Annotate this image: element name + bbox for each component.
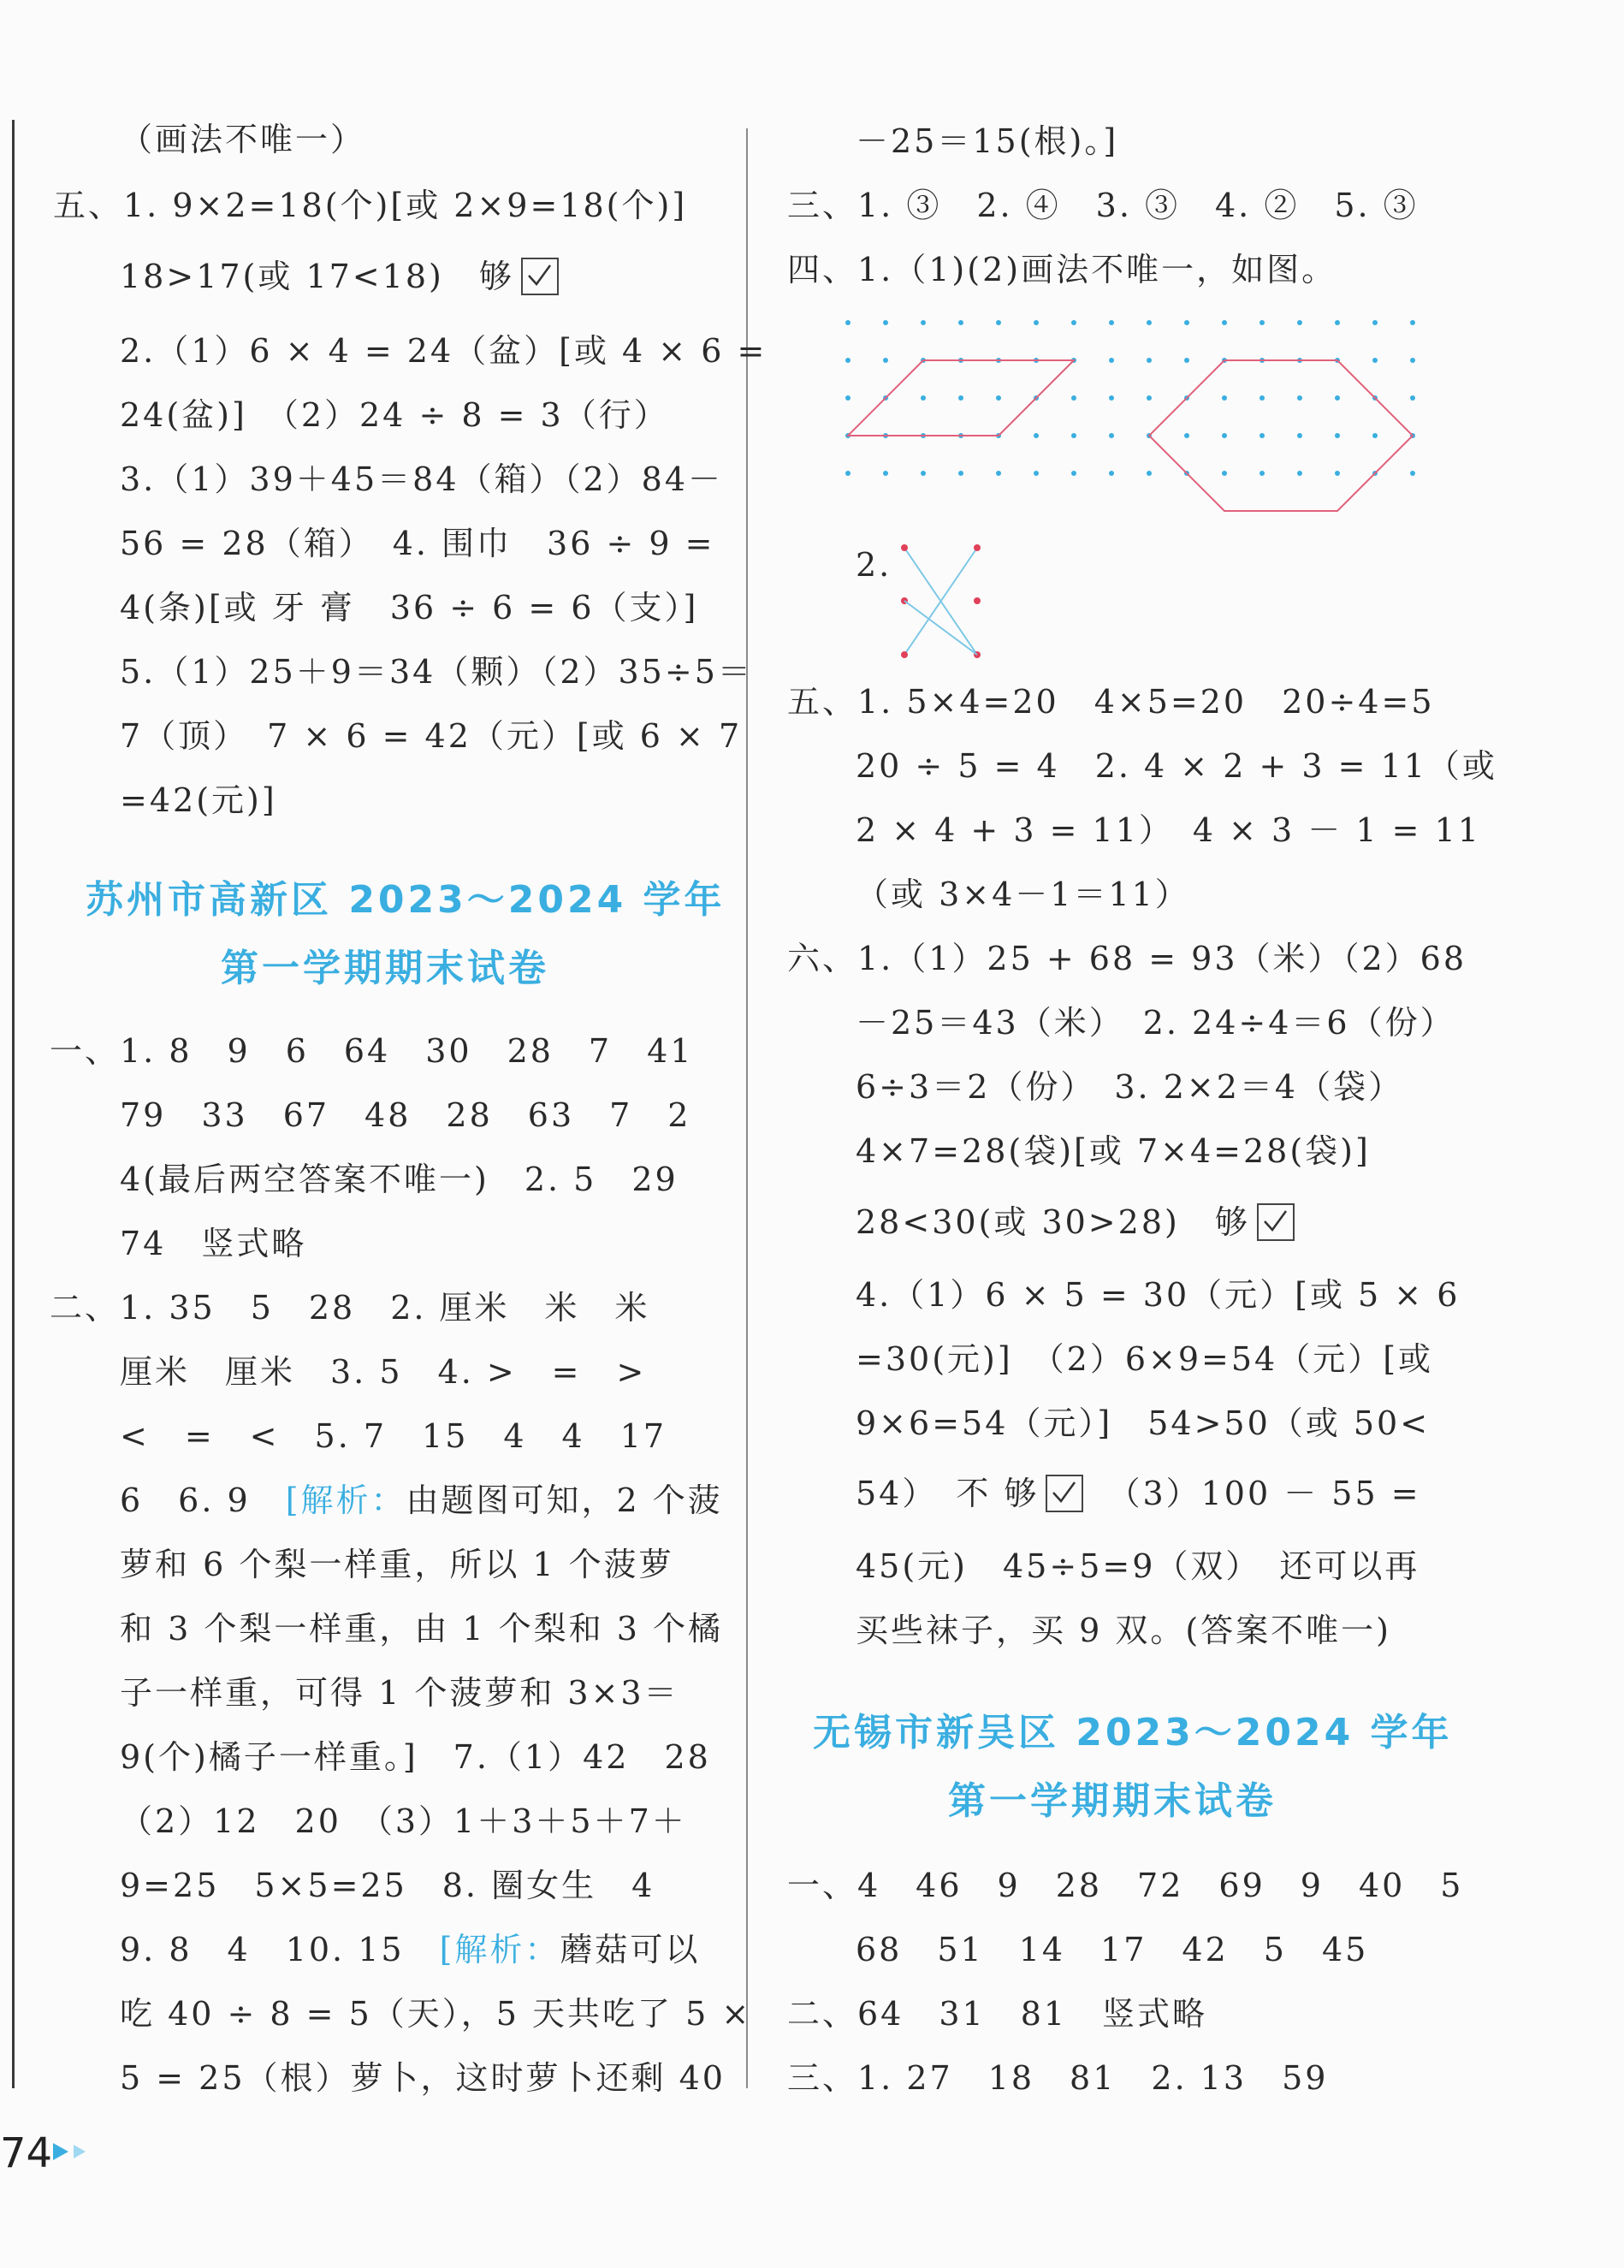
- text-line: 二、64 31 81 竖式略: [787, 1995, 1208, 2033]
- text-line: －25＝15(根)。]: [856, 122, 1119, 160]
- grid-dot: [1410, 358, 1415, 363]
- grid-dot: [1297, 320, 1302, 325]
- text-span: 54） 不 够: [856, 1475, 1040, 1512]
- grid-dot: [958, 395, 963, 401]
- grid-dot: [921, 320, 926, 325]
- analysis-label: [解析：: [285, 1481, 406, 1519]
- grid-dot: [1071, 395, 1076, 401]
- grid-dot: [1222, 433, 1227, 438]
- text-line: 4(最后两空答案不唯一) 2. 5 29: [120, 1161, 679, 1198]
- text-line: 一、4 46 9 28 72 69 9 40 5: [787, 1867, 1464, 1904]
- text-line: 三、1. ③ 2. ④ 3. ③ 4. ② 5. ③: [787, 187, 1419, 224]
- section-heading-wuxi: 无锡市新吴区 2023～2024 学年: [813, 1711, 1453, 1754]
- text-line: 4(条)[或 牙 膏 36 ÷ 6 = 6（支）]: [120, 589, 699, 626]
- grid-dot: [1147, 358, 1152, 363]
- text-span: 18>17(或 17<18) 够: [120, 258, 514, 295]
- text-line: 5 = 25（根）萝卜，这时萝卜还剩 40: [120, 2059, 726, 2097]
- text-line: 买些袜子，买 9 双。(答案不唯一): [856, 1612, 1391, 1649]
- text-line: 9=25 5×5=25 8. 圈女生 4: [120, 1867, 655, 1904]
- text-line: 68 51 14 17 42 5 45: [856, 1931, 1369, 1968]
- text-line: 74 竖式略: [120, 1225, 307, 1262]
- grid-dot: [1109, 395, 1114, 401]
- crossing-lines-figure: [898, 543, 993, 663]
- grid-dot: [958, 320, 963, 325]
- text-span: 9. 8 4 10. 15: [120, 1931, 440, 1968]
- grid-dot: [1372, 358, 1378, 363]
- grid-dot: [996, 395, 1001, 401]
- grid-dot: [845, 471, 851, 476]
- grid-dot: [1147, 471, 1152, 476]
- text-line: 3.（1）39＋45＝84（箱）（2）84－: [120, 460, 724, 498]
- text-line: [856, 1472, 1421, 1516]
- text-line: 五、1. 5×4=20 4×5=20 20÷4=5: [787, 683, 1435, 721]
- dot-grid-figure: [843, 312, 1420, 522]
- text-line: [120, 255, 559, 299]
- grid-dot: [1222, 395, 1227, 401]
- text-line: 5.（1）25＋9＝34（颗）（2）35÷5＝: [120, 653, 753, 691]
- grid-dot: [921, 471, 926, 476]
- text-line: 79 33 67 48 28 63 7 2: [120, 1096, 691, 1134]
- grid-dot: [1297, 395, 1302, 401]
- text-line: 六、1.（1）25 + 68 = 93（米）（2）68: [787, 940, 1467, 977]
- text-line: 9(个)橘子一样重。] 7.（1）42 28: [120, 1738, 711, 1776]
- text-line: 子一样重，可得 1 个菠萝和 3×3＝: [120, 1674, 679, 1712]
- section-subheading-suzhou: 第一学期期末试卷: [221, 947, 549, 990]
- text-line: 三、1. 27 18 81 2. 13 59: [787, 2059, 1329, 2097]
- text-line: 五、1. 9×2=18(个)[或 2×9=18(个)]: [53, 187, 688, 224]
- text-line: （2）12 20 （3）1＋3＋5＋7＋: [120, 1802, 687, 1840]
- dot-marker: [901, 544, 908, 551]
- grid-dot: [1071, 433, 1076, 438]
- text-line: [120, 1479, 723, 1522]
- check-box-icon: [521, 258, 559, 295]
- text-line: 一、1. 8 9 6 64 30 28 7 41: [50, 1032, 694, 1070]
- grid-dot: [1222, 320, 1227, 325]
- grid-dot: [921, 395, 926, 401]
- grid-dot: [1109, 358, 1114, 363]
- text-line: 7（顶） 7 × 6 = 42（元）[或 6 × 7: [120, 717, 743, 755]
- grid-dot: [1259, 433, 1265, 438]
- text-line: =30(元)] （2）6×9=54（元）[或: [856, 1340, 1434, 1378]
- grid-dot: [845, 395, 851, 401]
- grid-dot: [996, 471, 1001, 476]
- text-line: 56 = 28（箱） 4. 围巾 36 ÷ 9 =: [120, 525, 715, 562]
- analysis-label: [解析：: [439, 1931, 560, 1968]
- page-number: 74: [0, 2129, 53, 2177]
- column-divider: [746, 128, 748, 2088]
- grid-dot: [1335, 395, 1340, 401]
- grid-dot: [1335, 433, 1340, 438]
- text-line: （或 3×4－1＝11）: [856, 876, 1190, 913]
- grid-dot: [1410, 395, 1415, 401]
- grid-dot: [1071, 471, 1076, 476]
- grid-dot: [1259, 320, 1265, 325]
- grid-dot: [1109, 471, 1114, 476]
- text-line: [120, 1928, 700, 1971]
- grid-dot: [1184, 320, 1189, 325]
- grid-dot: [1034, 471, 1039, 476]
- grid-dot: [1259, 471, 1265, 476]
- grid-dot: [1071, 320, 1076, 325]
- text-line: [856, 1201, 1295, 1244]
- grid-dot: [1297, 471, 1302, 476]
- dot-marker: [974, 544, 981, 551]
- check-box-icon: [1046, 1475, 1083, 1512]
- grid-dot: [1335, 471, 1340, 476]
- text-line: 24(盆)] （2）24 ÷ 8 = 3（行）: [120, 396, 669, 434]
- text-line: 4.（1）6 × 5 = 30（元）[或 5 × 6: [856, 1276, 1461, 1314]
- check-box-icon: [1257, 1203, 1295, 1241]
- grid-dot: [845, 320, 851, 325]
- grid-dot: [1297, 433, 1302, 438]
- text-line: 厘米 厘米 3. 5 4. > = >: [120, 1353, 647, 1391]
- text-line: 和 3 个梨一样重，由 1 个梨和 3 个橘: [120, 1610, 724, 1648]
- grid-dot: [1147, 395, 1152, 401]
- text-line: < = < 5. 7 15 4 4 17: [120, 1417, 667, 1455]
- grid-dot: [1034, 320, 1039, 325]
- text-line: 2.: [856, 546, 892, 584]
- text-span: 蘑菇可以: [560, 1931, 701, 1968]
- text-line: =42(元)]: [120, 781, 277, 819]
- text-span: 6 6. 9: [120, 1481, 286, 1519]
- grid-dot: [1335, 320, 1340, 325]
- section-heading-suzhou: 苏州市高新区 2023～2024 学年: [86, 878, 726, 922]
- grid-dot: [1184, 358, 1189, 363]
- grid-dot: [1410, 320, 1415, 325]
- grid-dot: [1372, 320, 1378, 325]
- grid-dot: [1109, 320, 1114, 325]
- grid-dot: [1410, 471, 1415, 476]
- grid-dot: [883, 358, 888, 363]
- grid-dot: [958, 471, 963, 476]
- grid-dot: [1184, 433, 1189, 438]
- grid-dot: [1222, 471, 1227, 476]
- text-span: 由题图可知，2 个菠: [406, 1481, 723, 1519]
- text-line: －25＝43（米） 2. 24÷4＝6（份）: [856, 1004, 1455, 1042]
- grid-dot: [1034, 433, 1039, 438]
- text-line: 萝和 6 个梨一样重，所以 1 个菠萝: [120, 1546, 674, 1583]
- text-line: 20 ÷ 5 = 4 2. 4 × 2 + 3 = 11（或: [856, 747, 1497, 785]
- text-span: 28<30(或 30>28) 够: [856, 1203, 1250, 1241]
- text-line: 吃 40 ÷ 8 = 5（天），5 天共吃了 5 ×: [120, 1995, 752, 2033]
- text-line: 四、1.（1)(2)画法不唯一，如图。: [787, 251, 1337, 288]
- grid-dot: [1259, 395, 1265, 401]
- text-line: 9×6=54（元）] 54>50（或 50<: [856, 1404, 1431, 1442]
- page-arrows-icon: [53, 2141, 104, 2162]
- text-line: 2 × 4 + 3 = 11） 4 × 3 － 1 = 11: [856, 811, 1481, 849]
- text-line: 45(元) 45÷5=9（双） 还可以再: [856, 1547, 1420, 1585]
- text-line: 二、1. 35 5 28 2. 厘米 米 米: [50, 1289, 650, 1327]
- grid-dot: [1147, 320, 1152, 325]
- grid-dot: [883, 320, 888, 325]
- text-line: 2.（1）6 × 4 = 24（盆）[或 4 × 6 =: [120, 332, 768, 370]
- grid-dot: [1109, 433, 1114, 438]
- section-subheading-wuxi: 第一学期期末试卷: [948, 1779, 1277, 1823]
- grid-dot: [845, 358, 851, 363]
- text-line: 6÷3＝2（份） 3. 2×2＝4（袋）: [856, 1068, 1404, 1106]
- grid-dot: [996, 320, 1001, 325]
- grid-dot: [883, 471, 888, 476]
- text-line: （画法不唯一）: [120, 121, 366, 158]
- left-margin-rule: [12, 120, 15, 2088]
- text-span: （3）100 － 55 =: [1107, 1475, 1421, 1512]
- grid-dot: [1372, 433, 1378, 438]
- text-line: 4×7=28(袋)[或 7×4=28(袋)]: [856, 1132, 1371, 1170]
